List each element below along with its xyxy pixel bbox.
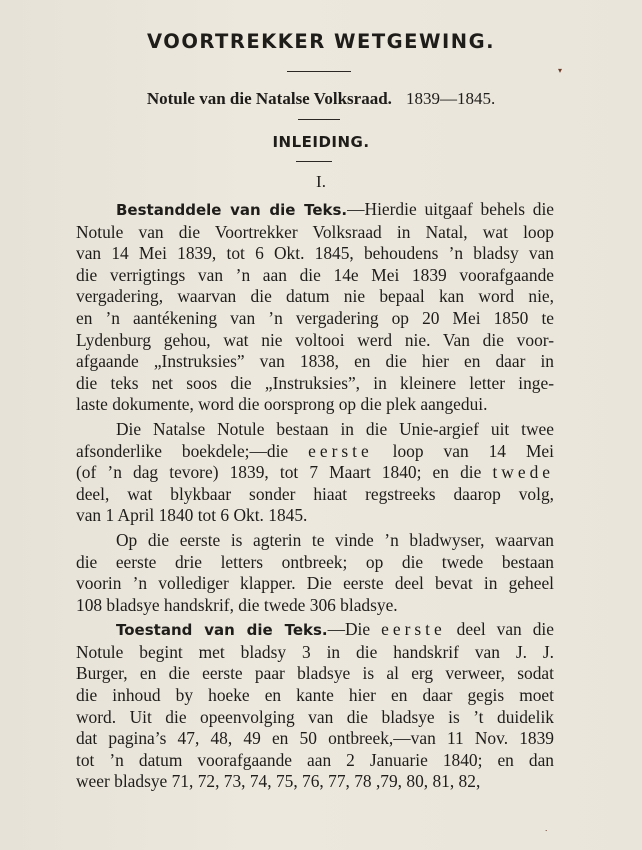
text-line — [76, 530, 554, 552]
text-line — [76, 243, 554, 265]
text-line — [76, 642, 554, 664]
line-text: die verrigtings van ’n aan die 14e Mei 1839 voorafgaande — [76, 264, 554, 285]
spaced-emphasis: twede — [492, 462, 554, 483]
line-text: Lydenburg gehou, wat nie voltooi werd nie. Van die voor- — [76, 329, 554, 350]
line-text-after: deel van die — [445, 619, 554, 640]
section-lead-heading: Toestand van die Teks. — [116, 621, 328, 640]
line-text: en ’n aantékening van ’n vergadering op 20 Mei 1850 te — [76, 307, 554, 328]
line-text: vergadering, waarvan die datum nie bepaal kan word nie, — [76, 286, 554, 307]
page-title: VOORTREKKER WETGEWING. — [147, 30, 495, 53]
line-text-after: loop van 14 Mei — [372, 440, 554, 461]
text-line — [76, 286, 554, 308]
text-line — [76, 663, 554, 685]
spaced-emphasis: eerste — [308, 440, 373, 461]
line-text: deel, wat blykbaar sonder hiaat regstreeks daarop volg, — [76, 483, 554, 504]
text-line — [76, 462, 554, 484]
text-line — [76, 330, 554, 352]
text-line — [76, 707, 554, 729]
text-line — [76, 619, 554, 642]
text-line — [76, 419, 554, 441]
line-text: —Die — [327, 619, 371, 640]
subtitle — [0, 89, 642, 109]
line-text: die teks net soos die „Instruksies”, in kleinere letter inge- — [76, 372, 554, 393]
text-line — [76, 595, 554, 617]
paragraph — [76, 619, 554, 793]
body-text — [76, 199, 554, 793]
paragraph — [76, 530, 554, 616]
line-text: —Hierdie uitgaaf behels die — [347, 199, 554, 219]
line-text: van 1 April 1840 tot 6 Okt. 1845. — [76, 505, 308, 526]
text-line — [76, 222, 554, 244]
section-number: I. — [316, 172, 326, 191]
line-text: afgaande „Instruksies” van 1838, en die hier en daar in — [76, 351, 554, 372]
heading-rule — [296, 161, 332, 162]
line-text: afsonderlike boekdele;—die — [76, 440, 289, 461]
line-text: Die Natalse Notule bestaan in die Unie-argief uit twee — [116, 418, 554, 439]
section-lead-heading: Bestanddele van die Teks. — [116, 201, 348, 219]
line-text: die inhoud by hoeke en kante hier en daar gegis moet — [76, 685, 554, 706]
line-text: dat pagina’s 47, 48, 49 en 50 ontbreek,—van 11 Nov. 1839 — [76, 728, 554, 749]
line-text: Notule van die Voortrekker Volksraad in Natal, wat loop — [76, 221, 554, 242]
line-text: Notule begint met bladsy 3 in die handskrif van J. J. — [76, 641, 554, 662]
text-line — [76, 750, 554, 772]
line-text: (of ’n dag tevore) 1839, tot 7 Maart 1840; en die — [76, 462, 482, 483]
line-text: die eerste drie letters ontbreek; op die twede bestaan — [76, 551, 554, 572]
subtitle-text: Notule van die Natalse Volksraad. — [146, 89, 392, 108]
text-line — [76, 505, 554, 527]
text-line — [76, 351, 554, 373]
paragraph — [76, 199, 554, 416]
line-text: Burger, en die eerste paar bladsye is al erg verweer, sodat — [76, 663, 554, 684]
line-text: word. Uit die opeenvolging van die bladsye is ’t duidelik — [76, 706, 554, 727]
text-line — [76, 373, 554, 395]
line-text: laste dokumente, word die oorsprong op die plek aangedui. — [76, 394, 488, 415]
line-text: Op die eerste is agterin te vinde ’n bladwyser, waarvan — [116, 529, 554, 550]
text-line — [76, 394, 554, 416]
text-line — [76, 308, 554, 330]
page-speck: • — [545, 828, 548, 833]
page-speck: ▾ — [558, 66, 563, 75]
text-line — [76, 771, 554, 793]
line-text: weer bladsye 71, 72, 73, 74, 75, 76, 77, 78 ,79, 80, 81, 82, — [76, 771, 481, 792]
paragraph — [76, 419, 554, 527]
subtitle-years: 1839—1845. — [405, 89, 496, 108]
section-heading: INLEIDING. — [272, 133, 370, 151]
text-line — [76, 199, 554, 222]
line-text: van 14 Mei 1839, tot 6 Okt. 1845, behoudens ’n bladsy van — [76, 243, 554, 264]
text-line — [76, 441, 554, 463]
text-line — [76, 484, 554, 506]
line-text: 108 bladsye handskrif, die twede 306 bladsye. — [76, 594, 398, 615]
text-line — [76, 685, 554, 707]
text-line — [76, 265, 554, 287]
text-line — [76, 728, 554, 750]
subtitle-rule — [298, 119, 340, 120]
text-line — [76, 573, 554, 595]
line-text: tot ’n datum voorafgaande aan 2 Januarie 1840; en dan — [76, 749, 554, 770]
text-line — [76, 552, 554, 574]
line-text: voorin ’n vollediger klapper. Die eerste deel bevat in geheel — [76, 573, 554, 594]
spaced-emphasis: eerste — [381, 619, 446, 640]
title-rule — [287, 71, 351, 72]
